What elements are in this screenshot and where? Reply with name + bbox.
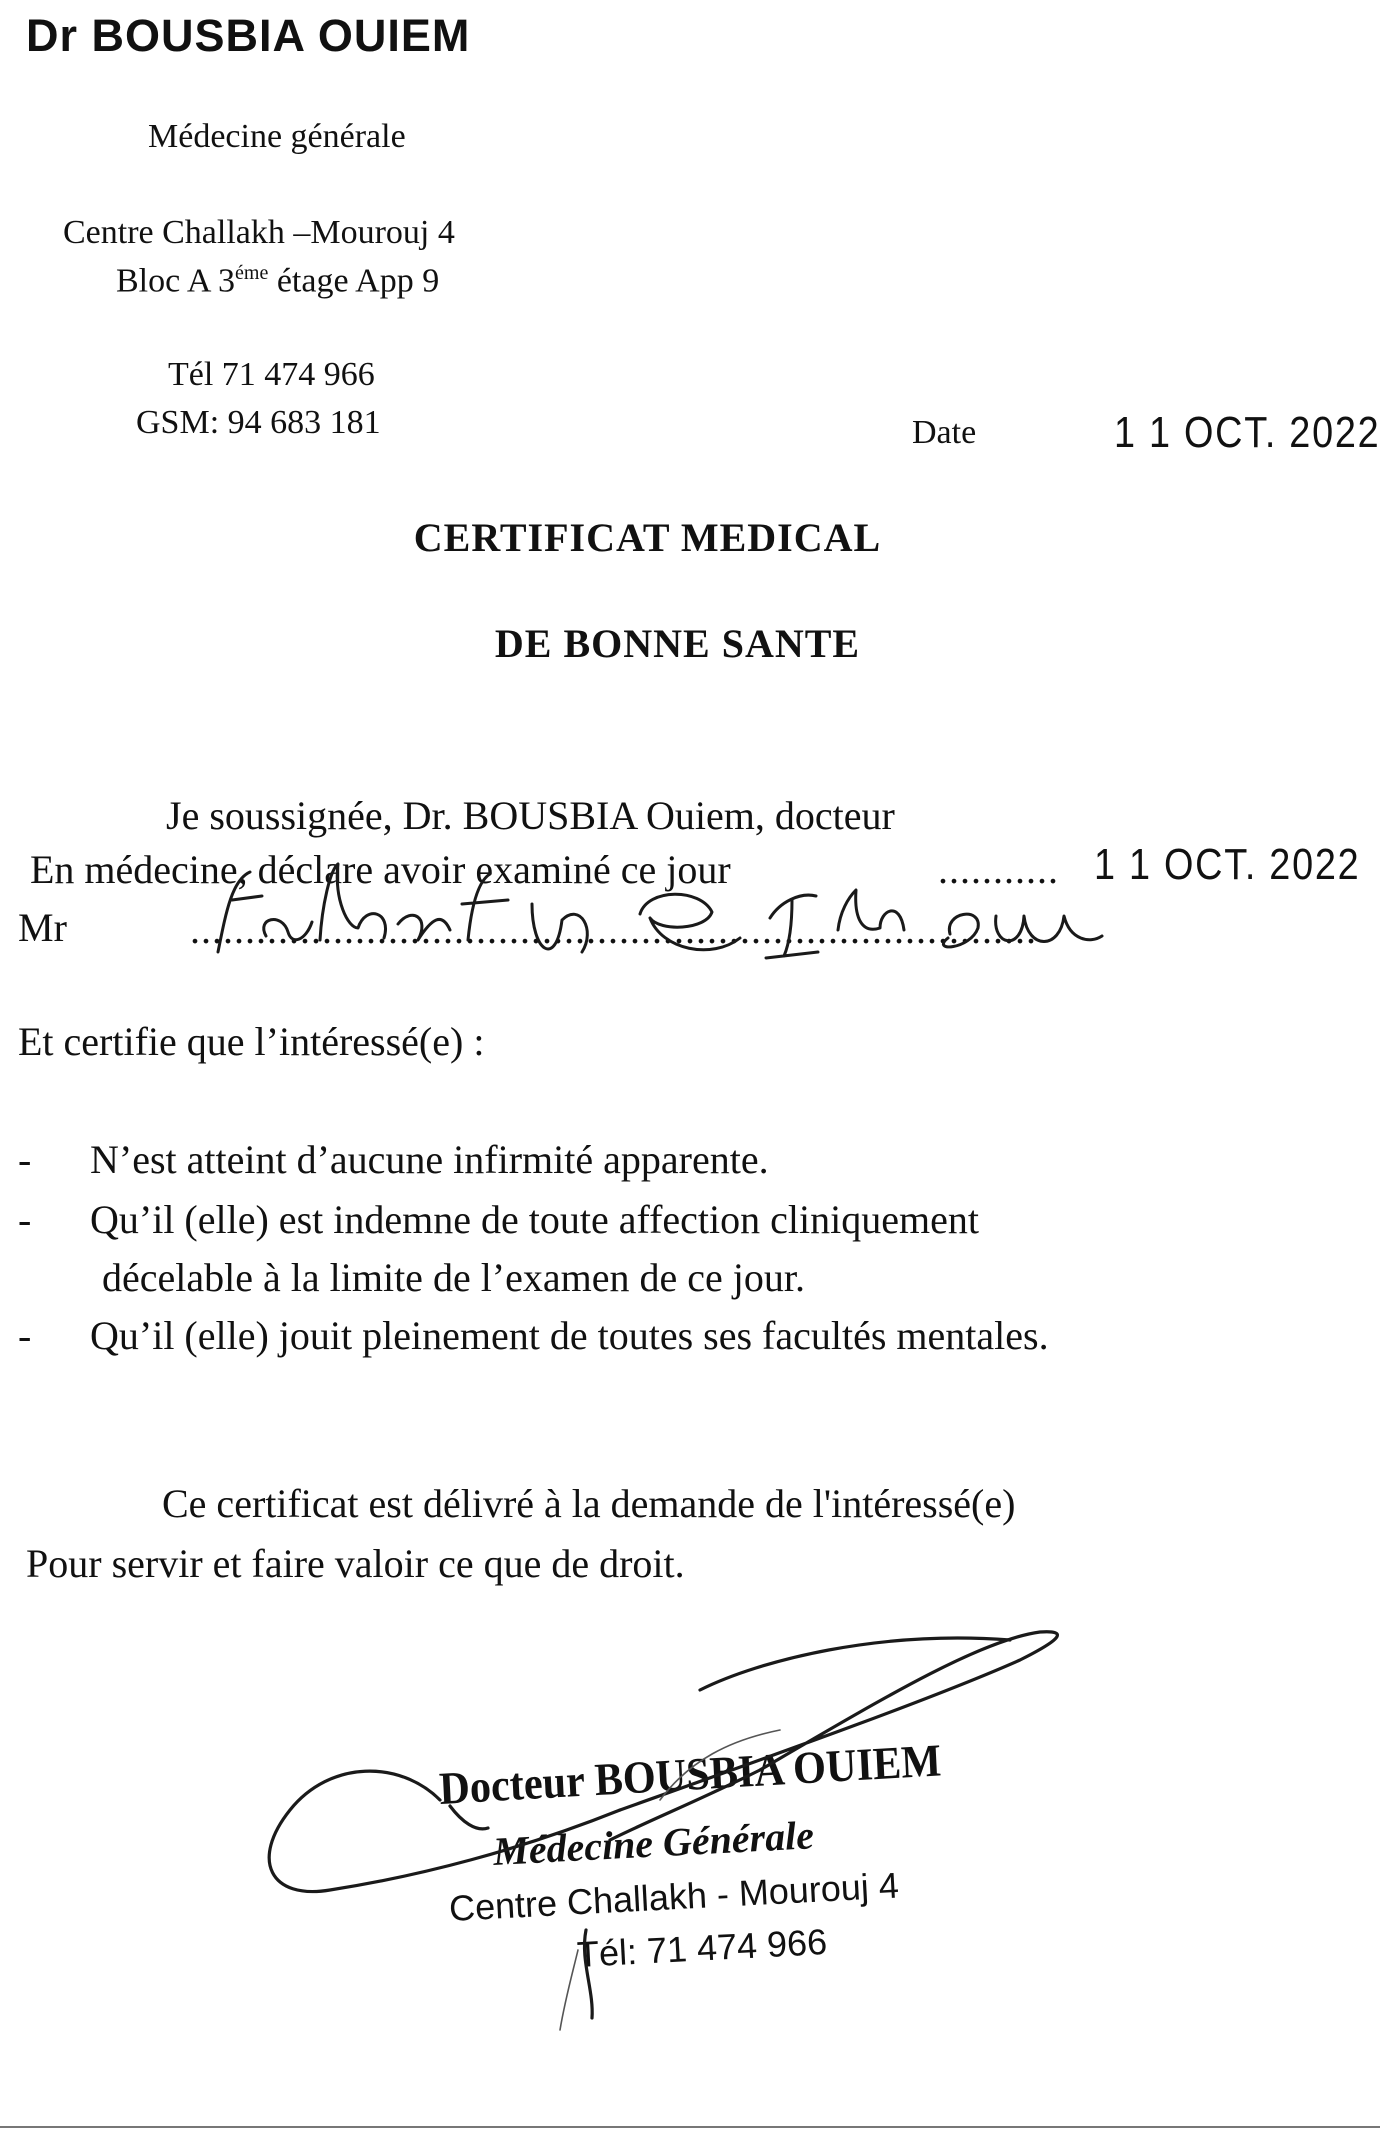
date-stamp: 1 1 OCT. 2022 [1114,408,1380,457]
certify-statement: Et certifie que l’intéressé(e) : [18,1019,485,1064]
patient-name-dots: ............................................................................. [190,907,1037,952]
specialty: Médecine générale [148,118,406,155]
date-label: Date [912,414,977,451]
list-item: Qu’il (elle) est indemne de toute affection cliniquement [90,1197,979,1242]
stamp-doctor-name: Docteur BOUSBIA OUIEM [438,1734,943,1814]
closing-line-2: Pour servir et faire valoir ce que de droit. [26,1541,685,1586]
list-item: Qu’il (elle) jouit pleinement de toutes ses facultés mentales. [90,1313,1049,1358]
stamp-telephone: Tél: 71 474 966 [576,1920,829,1975]
bullet-dash: - [18,1137,32,1182]
address-line-2-rest: étage App 9 [268,262,440,300]
patient-label: Mr [18,905,67,950]
certificate-subtitle: DE BONNE SANTE [494,621,861,666]
list-item-continuation: décelable à la limite de l’examen de ce jour. [102,1255,805,1300]
closing-line-1: Ce certificat est délivré à la demande de l'intéressé(e) [162,1481,1016,1526]
bullet-dash: - [18,1313,32,1358]
list-item: N’est atteint d’aucune infirmité apparente. [90,1137,769,1182]
intro-line-2: En médecine, déclare avoir examiné ce jour [30,847,731,892]
page-bottom-edge [0,2126,1380,2128]
certificate-title: CERTIFICAT MEDICAL [413,515,882,560]
stamp-specialty: Médecine Générale [492,1812,815,1874]
stamp-address: Centre Challakh - Mourouj 4 [448,1864,900,1929]
address-line-1: Centre Challakh –Mourouj 4 [63,214,455,251]
intro-line-1: Je soussignée, Dr. BOUSBIA Ouiem, docteur [166,793,895,838]
mobile-phone: GSM: 94 683 181 [136,404,381,441]
exam-date-dots: ........... [938,847,1059,892]
doctor-name: Dr BOUSBIA OUIEM [26,10,471,61]
bullet-dash: - [18,1197,32,1242]
floor-suffix: éme [235,262,269,284]
exam-date-stamp: 1 1 OCT. 2022 [1094,840,1361,889]
address-line-2-text: Bloc A 3 [116,262,236,300]
telephone: Tél 71 474 966 [168,356,375,393]
